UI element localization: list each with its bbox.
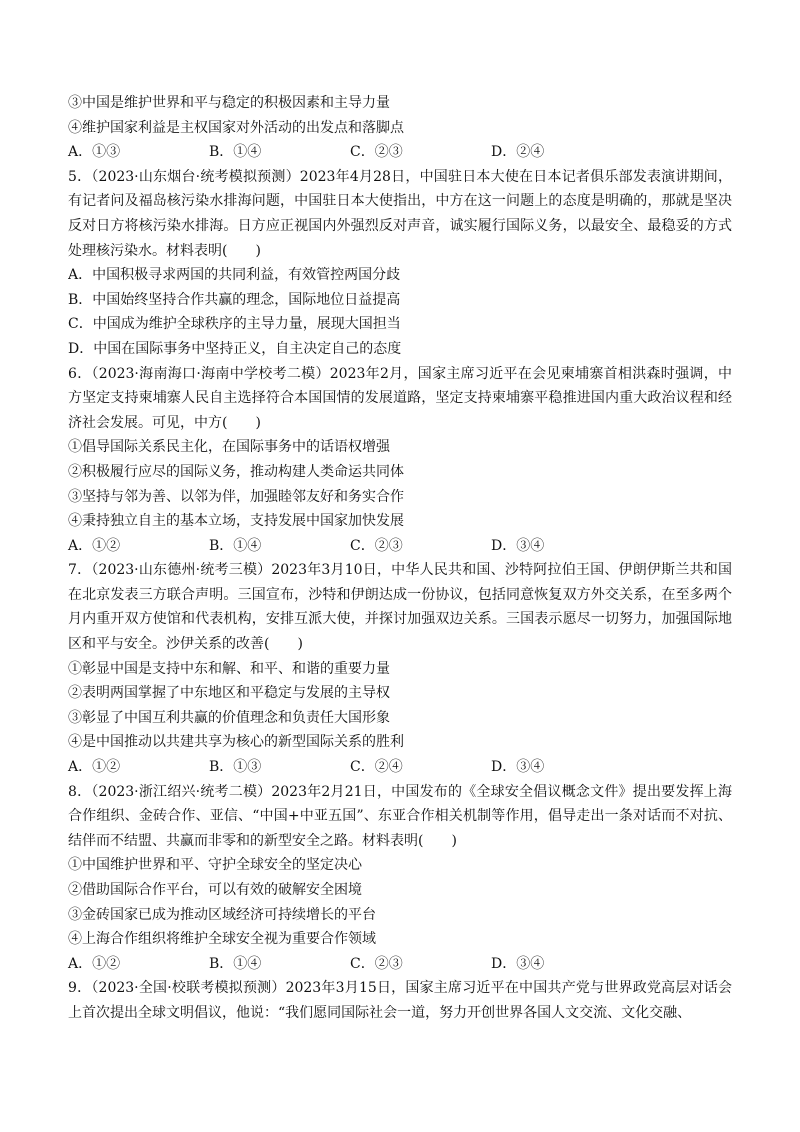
statement-item: ④维护国家利益是主权国家对外活动的出发点和落脚点	[68, 119, 404, 136]
choice-c: C．中国成为维护全球秩序的主导力量，展现大国担当	[68, 316, 401, 333]
statement-item: ②借助国际合作平台，可以有效的破解安全困境	[68, 882, 362, 898]
option-a: A．①②	[68, 759, 121, 776]
question-stem: 6．（2023·海南海口·海南中学校考二模）2023年2月，国家主席习近平在会见柬埔寨首相洪森时强调，中方坚定支持柬埔寨人民自主选择符合本国国情的发展道路，坚定支持柬埔寨平稳推进国内重大政治议程和经济社会发展。可见，中方( )	[68, 365, 732, 431]
option-c: C．②③	[350, 537, 403, 554]
option-c: C．②③	[350, 955, 403, 972]
answer-options	[68, 140, 732, 165]
question-stem: 7．（2023·山东德州·统考三模）2023年3月10日，中华人民共和国、沙特阿拉伯王国、伊朗伊斯兰共和国在北京发表三方联合声明。三国宣布，沙特和伊朗达成一份协议，包括同意恢复双方外交关系，在至多两个月内重开双方使馆和代表机构，安排互派大使，并探讨加强双边关系。三国表示愿尽一切努力，加强国际地区和平与安全。沙伊关系的改善( )	[68, 562, 732, 653]
statement-item: ②表明两国掌握了中东地区和平稳定与发展的主导权	[68, 685, 390, 702]
option-b: B．①③	[209, 759, 262, 776]
statement-item: ①中国维护世界和平、守护全球安全的坚定决心	[68, 857, 362, 874]
option-a: A．①③	[68, 144, 121, 161]
question-8	[68, 780, 732, 977]
statement-item: ③坚持与邻为善、以邻为伴，加强睦邻友好和务实合作	[68, 488, 404, 505]
statement-item: ①彰显中国是支持中东和解、和平、和谐的重要力量	[68, 660, 390, 677]
choice-d: D．中国在国际事务中坚持正义，自主决定自己的态度	[68, 340, 402, 357]
choice-b: B．中国始终坚持合作共赢的理念，国际地位日益提高	[68, 291, 401, 308]
question-4-tail	[68, 91, 732, 165]
choice-a: A．中国积极寻求两国的共同利益，有效管控两国分歧	[68, 267, 401, 284]
option-c: C．②④	[350, 759, 403, 776]
statement-item: ④是中国推动以共建共享为核心的新型国际关系的胜利	[68, 734, 404, 751]
option-d: D．②④	[491, 144, 545, 161]
question-stem: 5．（2023·山东烟台·统考模拟预测）2023年4月28日，中国驻日本大使在日本记者俱乐部发表演讲期间，有记者问及福岛核污染水排海问题，中国驻日本大使指出，中方在这一问题上的态度是明确的，那就是坚决反对日方将核污染水排海。日方应正视国内外强烈反对声音，诚实履行国际义务，以最安全、最稳妥的方式处理核污染水。材料表明( )	[68, 168, 732, 259]
option-d: D．③④	[491, 759, 545, 776]
option-c: C．②③	[350, 144, 403, 161]
option-b: B．①④	[209, 144, 262, 161]
statement-item: ①倡导国际关系民主化，在国际事务中的话语权增强	[68, 439, 390, 456]
option-a: A．①②	[68, 955, 121, 972]
statement-item: ③金砖国家已成为推动区域经济可持续增长的平台	[68, 906, 376, 923]
answer-options	[68, 755, 732, 780]
answer-options	[68, 952, 732, 977]
statement-item: ④上海合作组织将维护全球安全视为重要合作领域	[68, 931, 376, 948]
question-5	[68, 165, 732, 362]
question-9	[68, 976, 732, 1025]
statement-item: ④秉持独立自主的基本立场，支持发展中国家加快发展	[68, 513, 404, 530]
answer-options	[68, 534, 732, 559]
option-d: D．③④	[491, 537, 545, 554]
exam-content	[68, 91, 732, 1026]
question-7	[68, 558, 732, 779]
statement-item: ③彰显了中国互利共赢的价值理念和负责任大国形象	[68, 709, 390, 726]
statement-item: ②积极履行应尽的国际义务，推动构建人类命运共同体	[68, 463, 404, 480]
question-6	[68, 362, 732, 559]
question-stem: 8．（2023·浙江绍兴·统考二模）2023年2月21日，中国发布的《全球安全倡议概念文件》提出要发挥上海合作组织、金砖合作、亚信、“中国+中亚五国”、东亚合作相关机制等作用，倡导走出一条对话而不对抗、结伴而不结盟、共赢而非零和的新型安全之路。材料表明( )	[68, 783, 732, 849]
statement-item: ③中国是维护世界和平与稳定的积极因素和主导力量	[68, 95, 390, 111]
option-a: A．①②	[68, 537, 121, 554]
option-b: B．①④	[209, 537, 262, 554]
question-stem: 9．（2023·全国·校联考模拟预测）2023年3月15日，国家主席习近平在中国共产党与世界政党高层对话会上首次提出全球文明倡议，他说：“我们愿同国际社会一道，努力开创世界各国人文交流、文化交融、	[68, 980, 732, 1021]
option-d: D．③④	[491, 955, 545, 972]
option-b: B．①④	[209, 955, 262, 972]
